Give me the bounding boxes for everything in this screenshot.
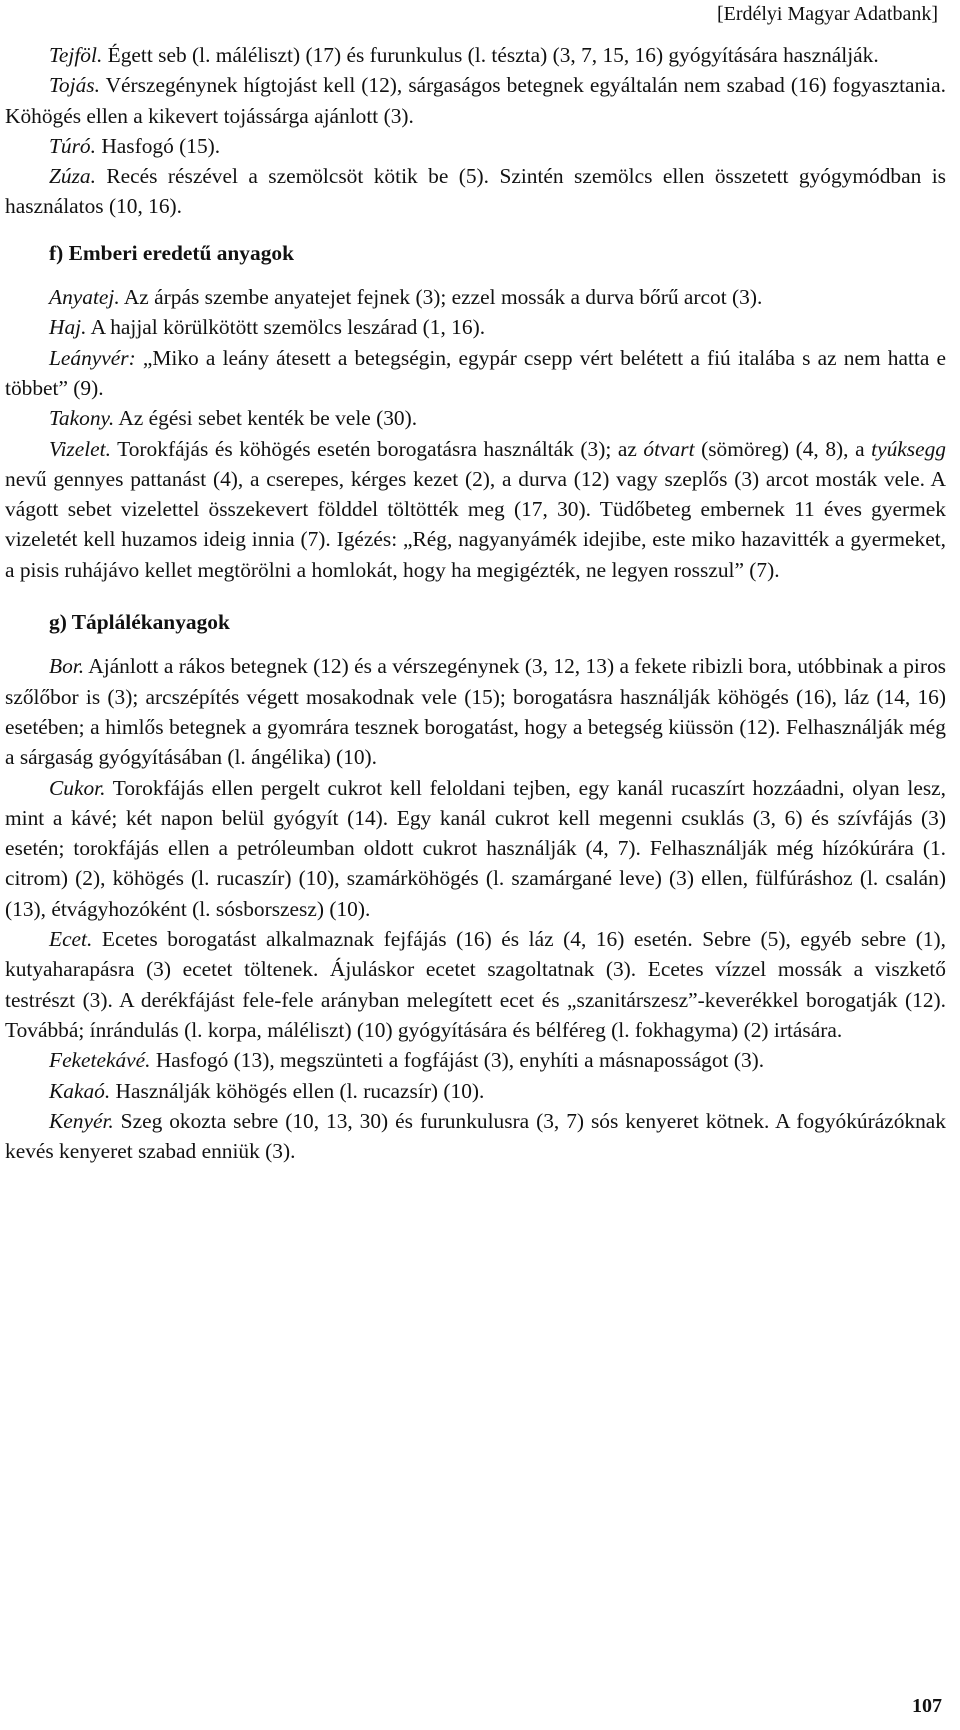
entry-term: Ecet.: [49, 927, 93, 952]
entry-text: „Miko a leány átesett a betegségin, egypár csepp vért belétett a fiú italába s az nem hatta e többet” (9).: [5, 345, 946, 400]
entry-kakao: [5, 1076, 946, 1106]
entry-takony: [5, 403, 946, 433]
entry-text: Ajánlott a rákos betegnek (12) és a vérszegénynek (3, 12, 13) a fekete ribizli bora, utóbbinak a piros szőlőbor is (3); arcszépítés végett mosakodnak vele (15); borogatásra használják köhögés (16), láz (14, 16) esetében; a himlős betegnek a gyomrára tesznek borogatást, hogy a betegség kiüssön (12). Felhasználják még a sárgaság gyógyításában (l. ángélika) (10).: [5, 654, 946, 770]
entry-term: Zúza.: [49, 164, 96, 189]
entry-text: Recés részével a szemölcsöt kötik be (5). Szintén szemölcs ellen összetett gyógymódban is használatos (10, 16).: [5, 164, 946, 219]
entry-cukor: [5, 773, 946, 924]
entry-turo: [5, 131, 946, 161]
source-header: [Erdélyi Magyar Adatbank]: [716, 3, 938, 25]
entry-text: (sömöreg) (4, 8), a: [694, 436, 872, 461]
entry-bor: [5, 651, 946, 772]
entry-kenyer: [5, 1106, 946, 1167]
entry-term: Cukor.: [49, 775, 106, 800]
section-heading-g: g) Táplálékanyagok: [49, 610, 230, 635]
entry-leanyver: [5, 343, 946, 404]
entry-term: Anyatej.: [49, 285, 120, 310]
entry-text: Szeg okozta sebre (10, 13, 30) és furunkulusra (3, 7) sós kenyeret kötnek. A fogyókúrázóknak kevés kenyeret szabad enniük (3).: [5, 1108, 946, 1164]
entry-text: Az égési sebet kenték be vele (30).: [114, 406, 418, 431]
entry-term: Bor.: [49, 654, 85, 679]
section-heading-f: f) Emberi eredetű anyagok: [49, 240, 294, 265]
entry-tojas: [5, 70, 946, 131]
entry-term: Túró.: [49, 133, 96, 158]
entry-text: Torokfájás és köhögés esetén borogatásra használták (3); az: [110, 436, 644, 461]
entry-text: nevű gennyes pattanást (4), a cserepes, kérges kezet (2), a durva (12) vagy szeplős (3) arcot mosták vele. A vágott sebet vizelettel összekevert földdel töltötték meg (17, 30). Tüdőbeteg embernek 11 éves gyermek vizeletét kell huzamos ideig innia (7). Igézés: „Rég, nagyanyámék idejibe, este miko hazavitték a gyermeket, a pisis ruhájávo kellet megtörölni a homlokát, hogy ha megigézték, ne legyen rosszul” (7).: [5, 466, 946, 582]
entry-haj: [5, 312, 946, 342]
entry-term: Tojás.: [49, 73, 100, 98]
entry-anyatej: [5, 282, 946, 312]
entry-term: Tejföl.: [49, 43, 103, 67]
entry-emphasis: ótvart: [643, 436, 695, 461]
entry-term: Takony.: [49, 406, 115, 431]
page-number: 107: [912, 1695, 942, 1717]
entry-ecet: [5, 924, 946, 1045]
entry-emphasis: tyúksegg: [871, 436, 946, 461]
entry-text: Hasfogó (13), megszünteti a fogfájást (3), enyhíti a másnaposságot (3).: [150, 1048, 765, 1073]
entry-text: Égett seb (l. máléliszt) (17) és furunkulus (l. tészta) (3, 7, 15, 16) gyógyítására használják.: [102, 43, 879, 67]
entry-tejfol: [5, 40, 946, 70]
entry-term: Kakaó.: [49, 1078, 111, 1103]
entry-zuza: [5, 161, 946, 222]
entry-term: Vizelet.: [49, 436, 111, 461]
entry-text: A hajjal körülkötött szemölcs leszárad (1, 16).: [86, 315, 486, 340]
entry-term: Haj.: [49, 315, 87, 340]
entry-vizelet: [5, 434, 946, 585]
entry-text: Vérszegénynek hígtojást kell (12), sárgaságos betegnek egyáltalán nem szabad (16) fogyasztania. Köhögés ellen a kikevert tojássárga ajánlott (3).: [5, 73, 946, 128]
entry-feketekave: [5, 1045, 946, 1075]
page-content: [0, 40, 960, 1166]
entry-text: Hasfogó (15).: [95, 133, 221, 158]
entry-text: Használják köhögés ellen (l. rucazsír) (10).: [110, 1078, 485, 1103]
entry-term: Kenyér.: [49, 1108, 114, 1133]
entry-term: Feketekávé.: [49, 1048, 151, 1073]
entry-term: Leányvér:: [49, 345, 136, 370]
entry-text: Torokfájás ellen pergelt cukrot kell feloldani tejben, egy kanál rucaszírt hozzáadni, olyan lesz, mint a kávé; két napon belül gyógyít (14). Egy kanál cukrot kell megenni csuklás (3, 6) és szívfájás (3) esetén; torokfájás ellen a petróleumban oldott cukrot használják (4, 7). Felhasználják még hízókúrára (1. citrom) (2), köhögés (l. rucaszír) (10), szamárköhögés (l. szamárgané leve) (3) ellen, fülfúráshoz (l. csalán) (13), étvágyhozóként (l. sósborszesz) (10).: [5, 775, 946, 921]
entry-text: Az árpás szembe anyatejet fejnek (3); ezzel mossák a durva bőrű arcot (3).: [119, 285, 763, 310]
entry-text: Ecetes borogatást alkalmaznak fejfájás (16) és láz (4, 16) esetén. Sebre (5), egyéb sebre (1), kutyaharapásra (3) ecetet töltenek. Ájuláskor ecetet szagoltatnak (3). Ecetes vízzel mossák a viszkető testrészt (3). A derékfájást fele-fele arányban melegített ecet és „szanitárszesz”-keverékkel borogatják (12). Továbbá; ínrándulás (l. korpa, máléliszt) (10) gyógyítására és bélféreg (l. fokhagyma) (2) irtására.: [5, 927, 946, 1042]
